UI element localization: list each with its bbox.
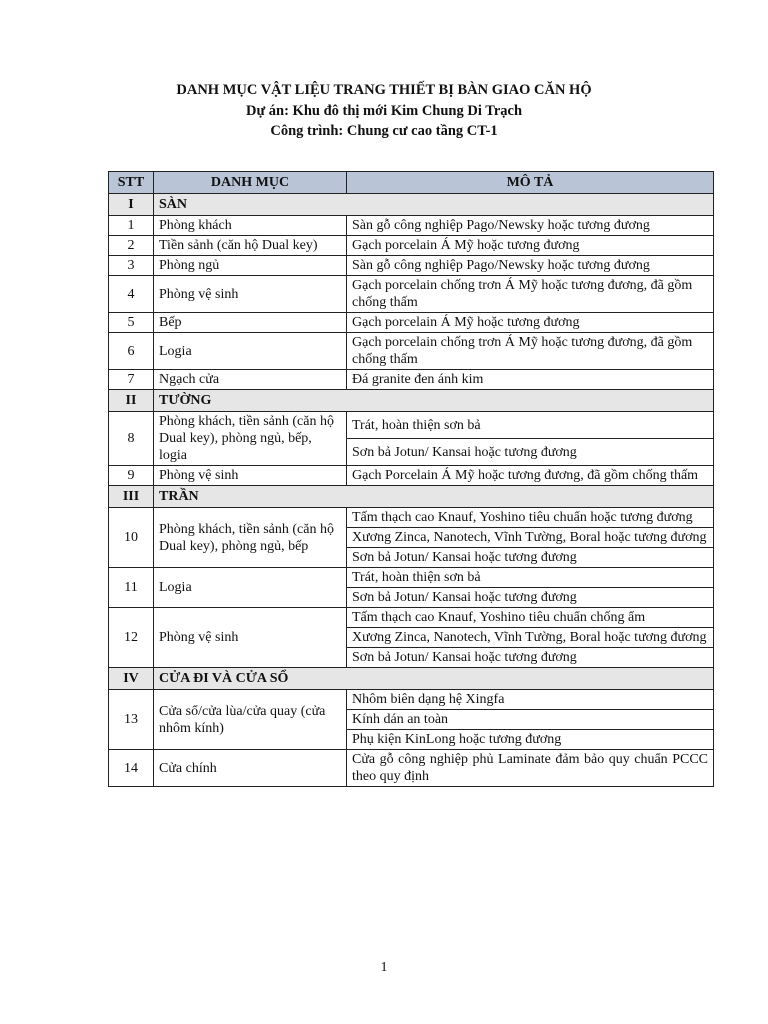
section-row xyxy=(109,668,714,690)
section-number: I xyxy=(109,194,154,216)
item-description: Gạch porcelain Á Mỹ hoặc tương đương xyxy=(347,313,714,333)
item-description: Xương Zinca, Nanotech, Vĩnh Tường, Boral hoặc tương đương xyxy=(347,528,714,548)
item-number: 8 xyxy=(109,412,154,466)
item-category: Phòng khách, tiền sảnh (căn hộ Dual key), phòng ngủ, bếp, logia xyxy=(154,412,347,466)
table-row xyxy=(109,313,714,333)
item-description: Gạch Porcelain Á Mỹ hoặc tương đương, đã gồm chống thấm xyxy=(347,466,714,486)
table-row xyxy=(109,608,714,628)
section-title: CỬA ĐI VÀ CỬA SỔ xyxy=(154,668,714,690)
item-number: 11 xyxy=(109,568,154,608)
item-description: Gạch porcelain chống trơn Á Mỹ hoặc tương đương, đã gồm chống thấm xyxy=(347,333,714,370)
item-category: Bếp xyxy=(154,313,347,333)
item-description: Gạch porcelain Á Mỹ hoặc tương đương xyxy=(347,236,714,256)
item-number: 2 xyxy=(109,236,154,256)
section-number: IV xyxy=(109,668,154,690)
table-row xyxy=(109,508,714,528)
section-number: II xyxy=(109,390,154,412)
item-category: Logia xyxy=(154,568,347,608)
item-number: 1 xyxy=(109,216,154,236)
item-description: Sơn bả Jotun/ Kansai hoặc tương đương xyxy=(347,648,714,668)
item-category: Cửa chính xyxy=(154,750,347,787)
section-number: III xyxy=(109,486,154,508)
item-description: Nhôm biên dạng hệ Xingfa xyxy=(347,690,714,710)
item-description: Sơn bả Jotun/ Kansai hoặc tương đương xyxy=(347,548,714,568)
item-description: Xương Zinca, Nanotech, Vĩnh Tường, Boral hoặc tương đương xyxy=(347,628,714,648)
item-description: Trát, hoàn thiện sơn bả xyxy=(347,568,714,588)
item-number: 12 xyxy=(109,608,154,668)
item-description: Trát, hoàn thiện sơn bả xyxy=(347,412,714,439)
item-number: 6 xyxy=(109,333,154,370)
table-row xyxy=(109,216,714,236)
item-description: Sơn bả Jotun/ Kansai hoặc tương đương xyxy=(347,588,714,608)
item-description: Phụ kiện KinLong hoặc tương đương xyxy=(347,730,714,750)
table-row xyxy=(109,236,714,256)
item-category: Phòng khách, tiền sảnh (căn hộ Dual key), phòng ngủ, bếp xyxy=(154,508,347,568)
page-number: 1 xyxy=(380,960,388,975)
item-description: Đá granite đen ánh kim xyxy=(347,370,714,390)
document-header xyxy=(0,80,768,142)
table-body xyxy=(109,194,714,787)
item-category: Phòng ngủ xyxy=(154,256,347,276)
item-number: 3 xyxy=(109,256,154,276)
table-row xyxy=(109,750,714,787)
item-description: Sàn gỗ công nghiệp Pago/Newsky hoặc tương đương xyxy=(347,216,714,236)
item-category: Logia xyxy=(154,333,347,370)
item-description: Sàn gỗ công nghiệp Pago/Newsky hoặc tương đương xyxy=(347,256,714,276)
item-number: 14 xyxy=(109,750,154,787)
project-name: Dự án: Khu đô thị mới Kim Chung Di Trạch xyxy=(245,102,523,119)
table-header-row xyxy=(109,172,714,194)
header-stt: STT xyxy=(109,172,154,194)
table-row xyxy=(109,690,714,710)
item-description: Kính dán an toàn xyxy=(347,710,714,730)
materials-table xyxy=(108,171,714,787)
item-category: Phòng vệ sinh xyxy=(154,466,347,486)
table-row xyxy=(109,276,714,313)
table-header xyxy=(109,172,714,194)
header-category: DANH MỤC xyxy=(154,172,347,194)
table-row xyxy=(109,568,714,588)
section-title: TRẦN xyxy=(154,486,714,508)
table-row xyxy=(109,256,714,276)
item-category: Phòng khách xyxy=(154,216,347,236)
section-title: TƯỜNG xyxy=(154,390,714,412)
item-number: 4 xyxy=(109,276,154,313)
item-category: Ngạch cửa xyxy=(154,370,347,390)
item-category: Phòng vệ sinh xyxy=(154,276,347,313)
item-description: Gạch porcelain chống trơn Á Mỹ hoặc tương đương, đã gồm chống thấm xyxy=(347,276,714,313)
item-category: Cửa sổ/cửa lùa/cửa quay (cửa nhôm kính) xyxy=(154,690,347,750)
section-title: SÀN xyxy=(154,194,714,216)
item-category: Phòng vệ sinh xyxy=(154,608,347,668)
item-number: 10 xyxy=(109,508,154,568)
table-row xyxy=(109,412,714,439)
document-title: DANH MỤC VẬT LIỆU TRANG THIẾT BỊ BÀN GIAO CĂN HỘ xyxy=(176,82,592,98)
item-description: Tấm thạch cao Knauf, Yoshino tiêu chuẩn hoặc tương đương xyxy=(347,508,714,528)
item-description: Sơn bả Jotun/ Kansai hoặc tương đương xyxy=(347,439,714,466)
table-row xyxy=(109,370,714,390)
item-number: 7 xyxy=(109,370,154,390)
building-name: Công trình: Chung cư cao tầng CT-1 xyxy=(270,123,498,139)
section-row xyxy=(109,390,714,412)
item-description: Cửa gỗ công nghiệp phủ Laminate đảm bảo quy chuẩn PCCC theo quy định xyxy=(347,750,714,787)
table-row xyxy=(109,333,714,370)
section-row xyxy=(109,194,714,216)
item-number: 5 xyxy=(109,313,154,333)
item-description: Tấm thạch cao Knauf, Yoshino tiêu chuẩn chống ẩm xyxy=(347,608,714,628)
item-number: 9 xyxy=(109,466,154,486)
header-description: MÔ TẢ xyxy=(347,172,714,194)
item-category: Tiền sảnh (căn hộ Dual key) xyxy=(154,236,347,256)
section-row xyxy=(109,486,714,508)
item-number: 13 xyxy=(109,690,154,750)
table-row xyxy=(109,466,714,486)
